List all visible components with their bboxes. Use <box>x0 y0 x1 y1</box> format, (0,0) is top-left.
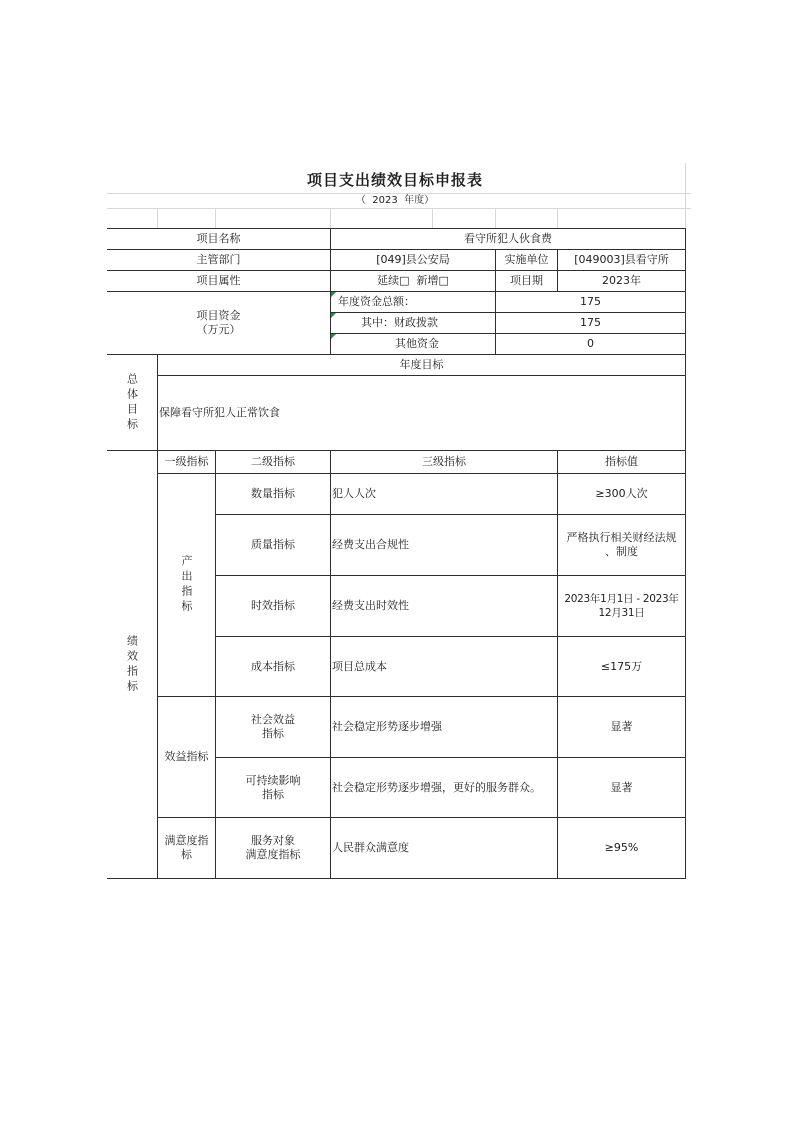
table-row-level2: 社会效益 指标 <box>215 696 331 758</box>
funds-other-label: 其他资金 <box>330 333 496 355</box>
header-value: 指标值 <box>557 450 686 474</box>
gridline <box>215 208 216 228</box>
funds-total-value: 175 <box>495 291 686 313</box>
header-level3: 三级指标 <box>330 450 558 474</box>
department-value: [049]县公安局 <box>330 249 496 271</box>
project-name-label: 项目名称 <box>107 228 331 250</box>
table-row-value: 严格执行相关财经法规 、制度 <box>557 514 686 576</box>
implementer-label: 实施单位 <box>495 249 558 271</box>
funds-other-value: 0 <box>495 333 686 355</box>
header-level2: 二级指标 <box>215 450 331 474</box>
cell-error-indicator <box>331 313 336 318</box>
output-indicator-group-text: 产出指标 <box>180 555 193 615</box>
attribute-label: 项目属性 <box>107 270 331 292</box>
table-row-level3: 社会稳定形势逐步增强 <box>330 696 558 758</box>
period-value: 2023年 <box>557 270 686 292</box>
table-row-level3: 经费支出时效性 <box>330 575 558 637</box>
performance-label-text: 绩效指标 <box>125 634 139 695</box>
attribute-value: 延续□ 新增□ <box>330 270 496 292</box>
funds-fiscal-label: 其中：财政拨款 <box>330 312 496 334</box>
table-row-level2: 可持续影响 指标 <box>215 757 331 818</box>
gridline <box>330 208 331 228</box>
table-row-level3: 项目总成本 <box>330 636 558 697</box>
table-row-level2: 时效指标 <box>215 575 331 637</box>
cell-error-indicator <box>331 292 336 297</box>
table-row-level2: 质量指标 <box>215 514 331 576</box>
table-row-value: 2023年1月1日 - 2023年 12月31日 <box>557 575 686 637</box>
table-row-level2: 数量指标 <box>215 473 331 515</box>
funds-total-label: 年度资金总额： <box>330 291 496 313</box>
performance-label <box>107 450 158 879</box>
satisfaction-indicator-group: 满意度指 标 <box>157 817 216 879</box>
table-row-value: 显著 <box>557 696 686 758</box>
project-name-value: 看守所犯人伙食费 <box>330 228 686 250</box>
form-subtitle-year: （ 2023 年度） <box>355 195 435 206</box>
funds-label: 项目资金 （万元） <box>107 291 331 355</box>
table-row-level3: 人民群众满意度 <box>330 817 558 879</box>
table-row-value: ≥95% <box>557 817 686 879</box>
output-indicator-group <box>157 473 216 697</box>
table-row-level2: 服务对象 满意度指标 <box>215 817 331 879</box>
table-row-value: ≤175万 <box>557 636 686 697</box>
funds-fiscal-value: 175 <box>495 312 686 334</box>
annual-goal-text: 保障看守所犯人正常饮食 <box>157 375 686 451</box>
annual-goal-header: 年度目标 <box>157 354 686 376</box>
gridline <box>157 208 158 228</box>
cell-error-indicator <box>331 334 336 339</box>
table-row-level3: 社会稳定形势逐步增强，更好的服务群众。 <box>330 757 558 818</box>
gridline <box>495 208 496 228</box>
table-row-level3: 经费支出合规性 <box>330 514 558 576</box>
form-title: 项目支出绩效目标申报表 <box>306 171 483 189</box>
gridline <box>432 208 433 228</box>
benefit-indicator-group: 效益指标 <box>157 696 216 818</box>
overall-goal-label-text: 总体目标 <box>125 372 139 433</box>
table-row-level2: 成本指标 <box>215 636 331 697</box>
gridline <box>557 208 558 228</box>
table-row-value: 显著 <box>557 757 686 818</box>
gridline <box>685 163 686 228</box>
overall-goal-label <box>107 354 158 451</box>
department-label: 主管部门 <box>107 249 331 271</box>
header-level1: 一级指标 <box>157 450 216 474</box>
period-label: 项目期 <box>495 270 558 292</box>
table-row-level3: 犯人人次 <box>330 473 558 515</box>
gridline <box>107 208 691 209</box>
table-row-value: ≥300人次 <box>557 473 686 515</box>
implementer-value: [049003]县看守所 <box>557 249 686 271</box>
gridline <box>107 193 691 194</box>
